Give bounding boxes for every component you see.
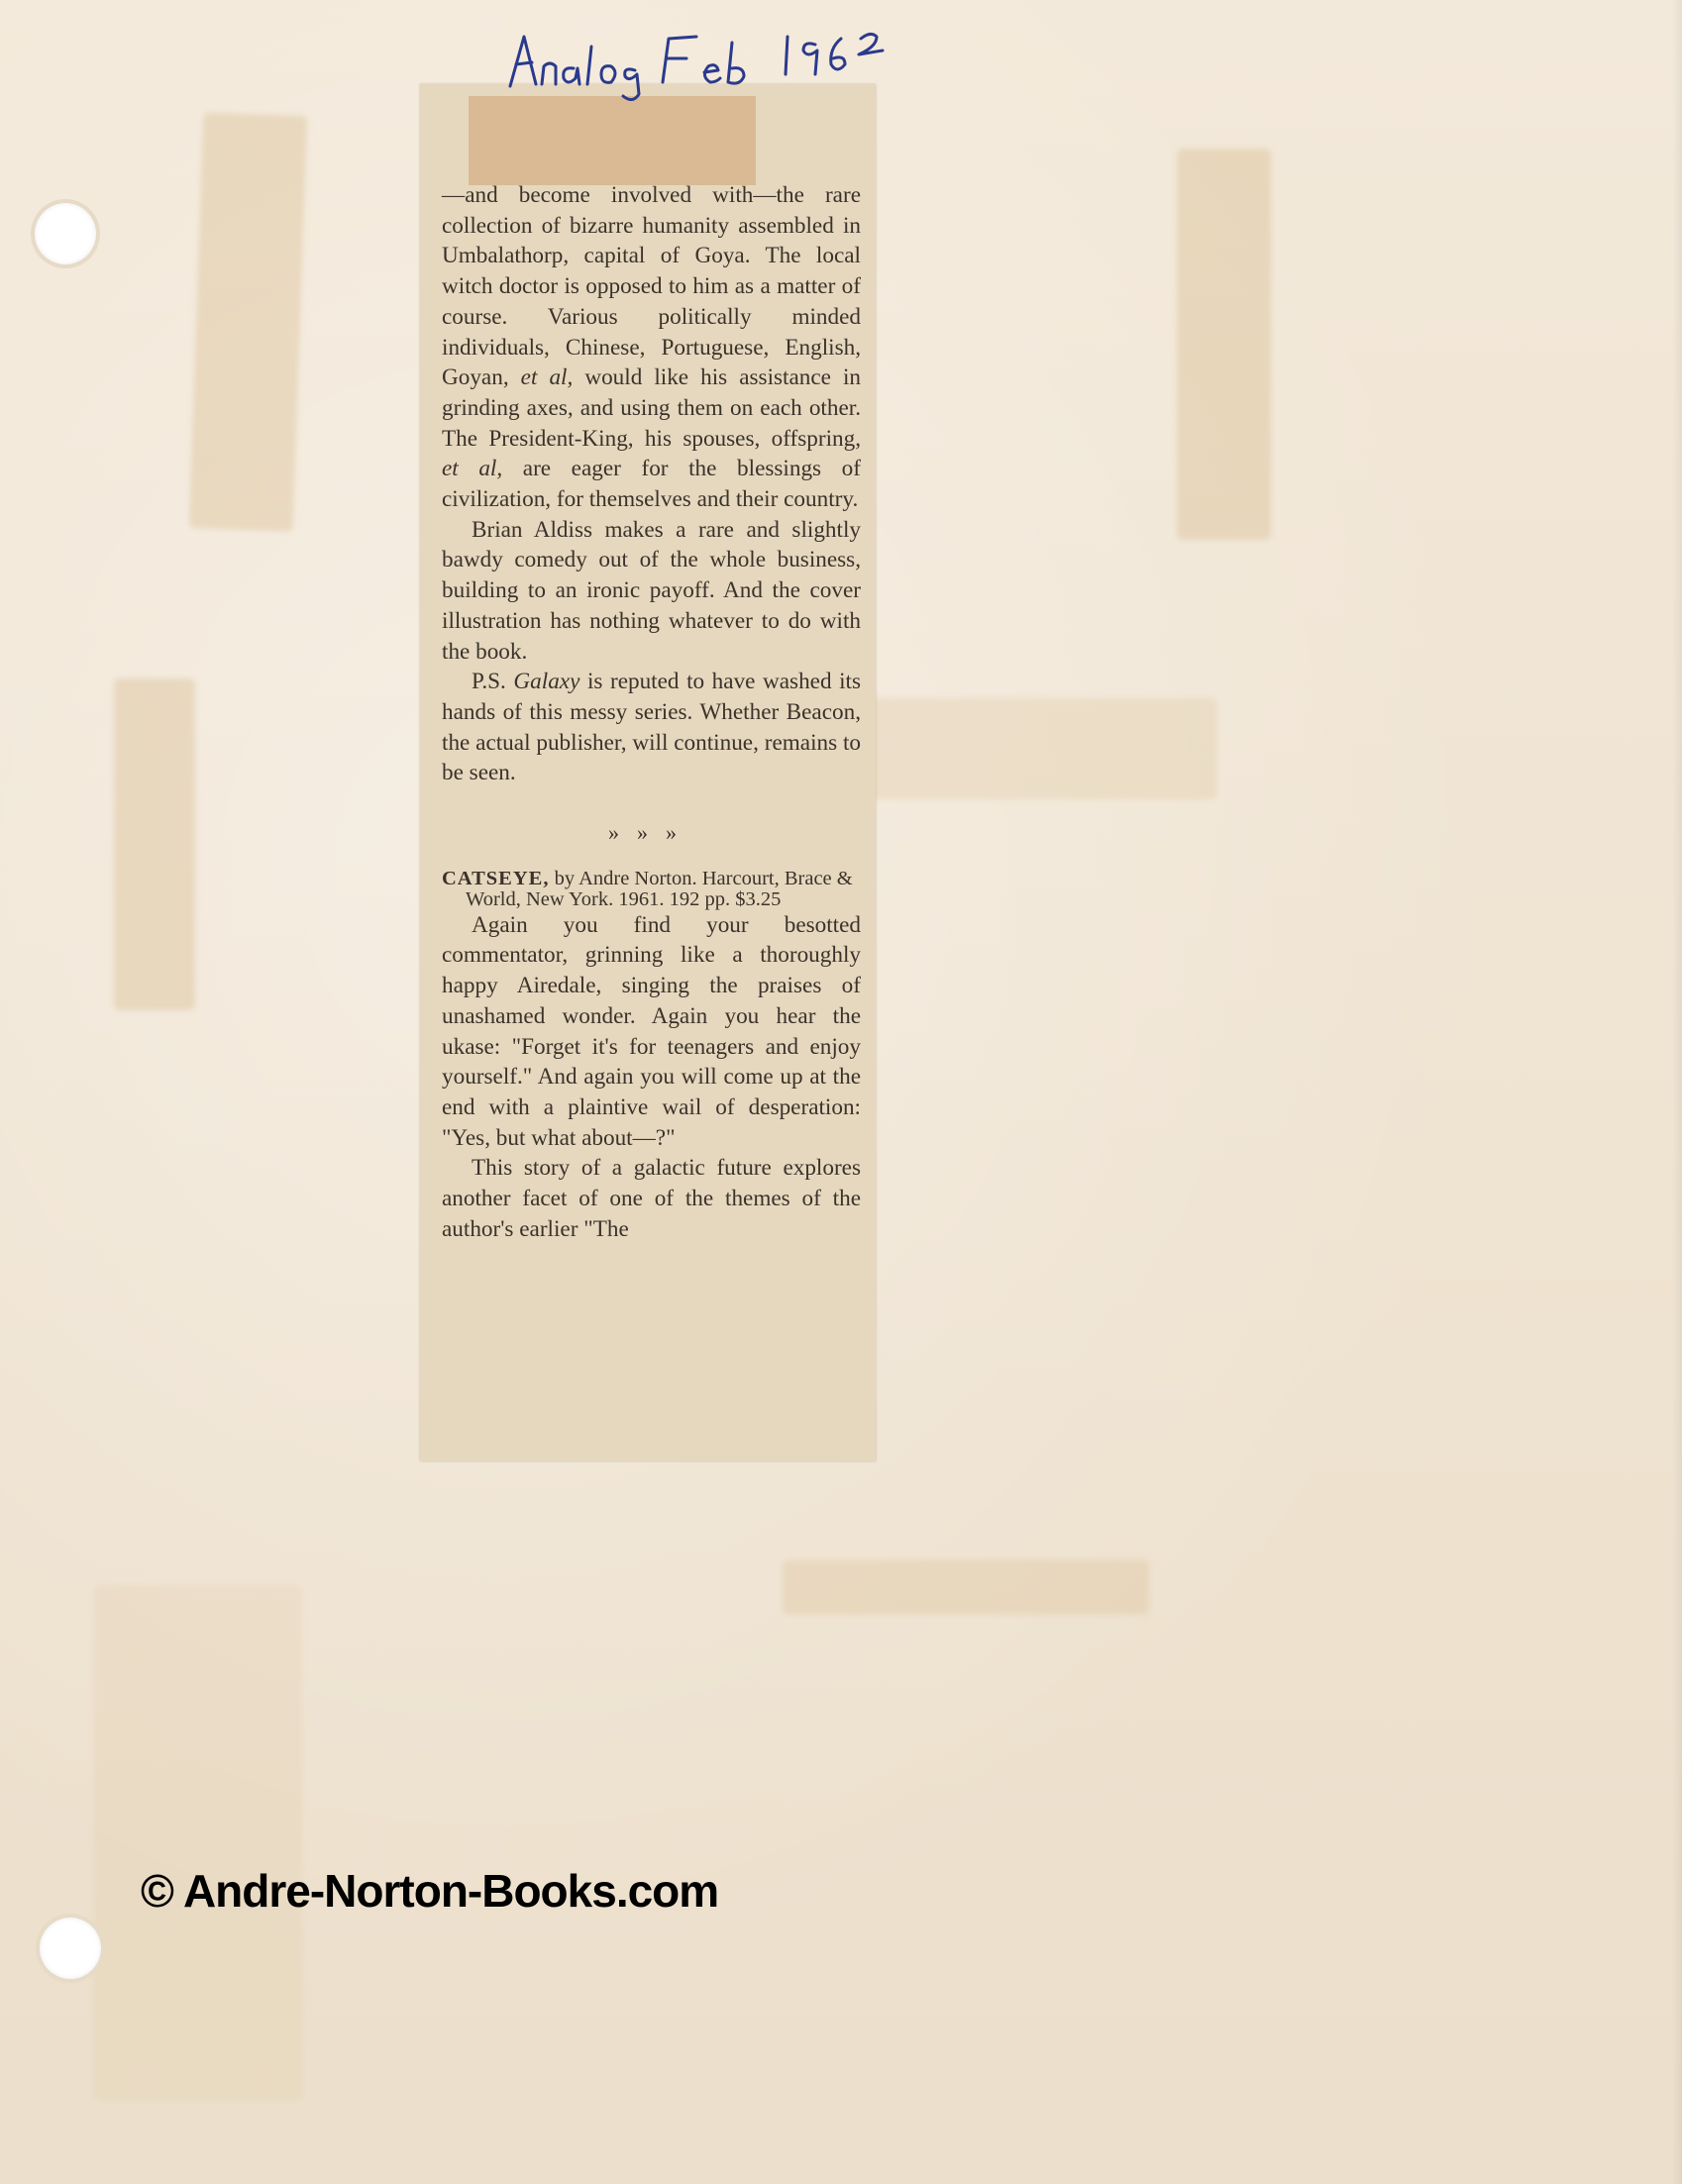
page-edge-shadow [1672,0,1682,2184]
binder-hole-top [35,203,96,264]
book-citation [442,869,861,910]
clipping-text-column [442,180,861,1245]
review-paragraph: Brian Aldiss makes a rare and slightly bawdy comedy out of the whole business, building to an ironic payoff. And the cover illustration has nothing whatever to do with the book. [442,516,861,665]
glue-stain [862,698,1216,799]
review-paragraph [442,667,861,788]
review-paragraph [442,180,861,515]
glue-stain [114,678,195,1010]
section-divider: »»» [608,820,694,846]
tape-strip [469,96,756,185]
handwritten-note [502,25,958,104]
review-paragraph: This story of a galactic future explores another facet of one of the themes of the author's earlier "The [442,1155,861,1242]
text-run: —and become involved with—the rare collection of bizarre humanity assembled in Umbalathorp, capital of Goya. The local witch doctor is opposed to him as a matter of course. Various politically minded individuals, Chinese, Portuguese, English, Goyan, [442,182,861,391]
italic-text: et al, [520,364,574,391]
text-run: is reputed to have washed its hands of this messy series. Whether Beacon, the actual publisher, will continue, remains to be seen. [442,669,862,786]
text-run: would like his assistance in grinding axes, and using them on each other. The President-King, his spouses, offspring, [442,364,862,452]
italic-text: et al, [442,456,503,482]
text-run: are eager for the blessings of civilization, for themselves and their country. [442,456,861,513]
magazine-title: Galaxy [513,669,580,695]
glue-stain [94,1585,302,2100]
text-run: P.S. [472,669,506,695]
review-paragraph: Again you find your besotted commentator, grinning like a thoroughly happy Airedale, singing the praises of unashamed wonder. Again you hear the ukase: "Forget it's for teenagers and enjoy yourself." And again you will come up at the end with a plaintive wail of desperation: "Yes, but what about—?" [442,911,861,1151]
glue-stain [783,1560,1149,1614]
binder-hole-bottom [40,1918,101,1979]
glue-stain [189,112,308,531]
book-title: CATSEYE, [442,867,550,889]
citation-details: by Andre Norton. Harcourt, Brace & World, New York. 1961. 192 pp. $3.25 [466,867,853,910]
glue-stain [1177,149,1271,540]
copyright-watermark: © Andre-Norton-Books.com [141,1865,719,1917]
